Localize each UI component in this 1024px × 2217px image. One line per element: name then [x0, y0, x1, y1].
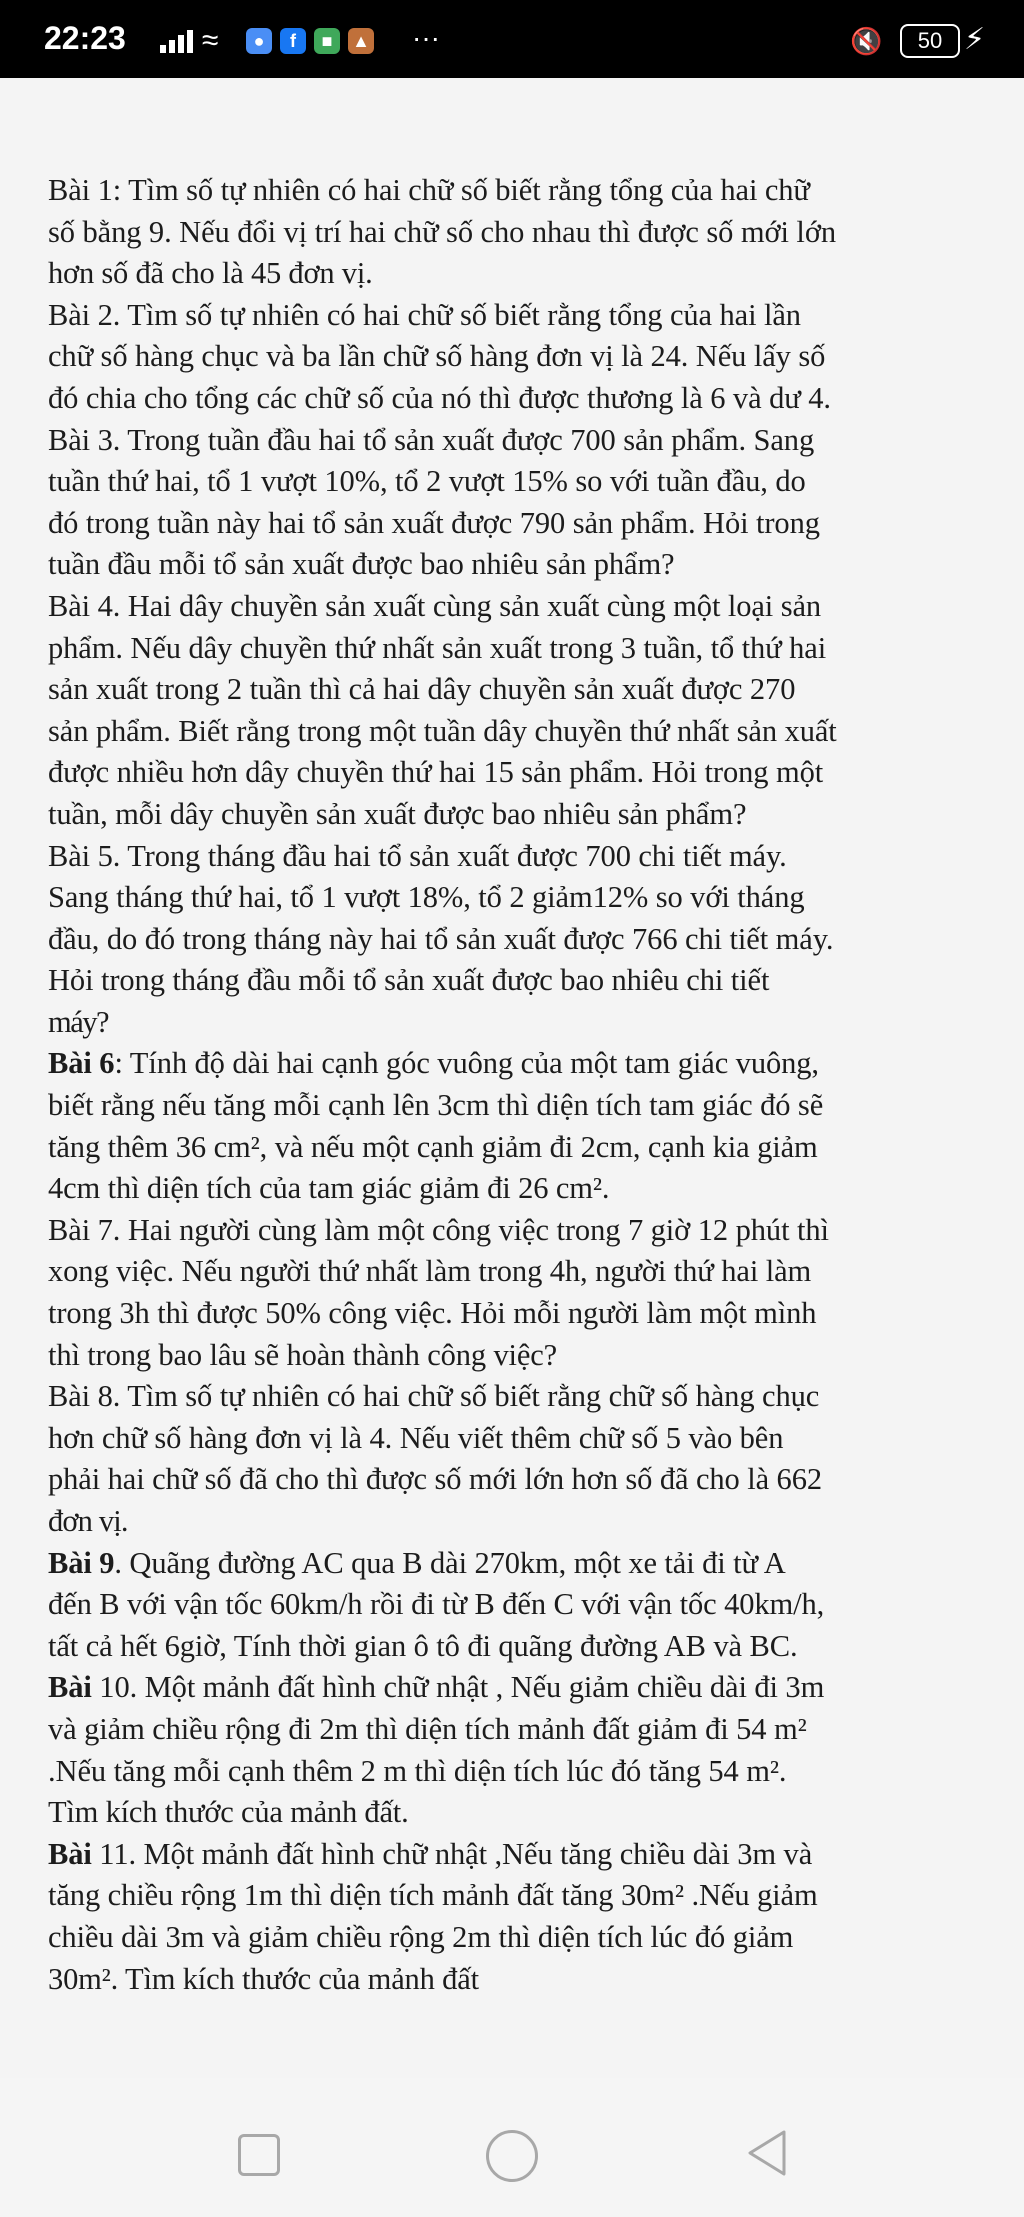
- text-line: [48, 295, 984, 337]
- status-time: 22:23: [44, 20, 126, 56]
- text-line: [48, 711, 984, 753]
- line-text: xong việc. Nếu người thứ nhất làm trong 4h, người thứ hai làm: [48, 1254, 812, 1289]
- text-line: [48, 1792, 984, 1834]
- text-line: [48, 378, 984, 420]
- line-text: chữ số hàng chục và ba lần chữ số hàng đơn vị là 24. Nếu lấy số: [48, 339, 826, 374]
- text-line: [48, 1959, 984, 2001]
- text-line: [48, 420, 984, 462]
- battery-level: 50: [917, 28, 943, 53]
- line-text: đó chia cho tổng các chữ số của nó thì được thương là 6 và dư 4.: [48, 380, 831, 415]
- image-viewer[interactable]: [0, 78, 1024, 2078]
- line-text: .Nếu tăng mỗi cạnh thêm 2 m thì diện tích lúc đó tăng 54 m².: [48, 1753, 787, 1788]
- text-line: [48, 212, 984, 254]
- text-line: [48, 1917, 984, 1959]
- line-text: thì trong bao lâu sẽ hoàn thành công việc?: [48, 1337, 558, 1372]
- text-line: [48, 1085, 984, 1127]
- charging-icon: ⚡: [964, 23, 986, 56]
- line-text: Bài 3. Trong tuần đầu hai tổ sản xuất được 700 sản phẩm. Sang: [48, 422, 815, 457]
- status-bar: [0, 0, 1024, 78]
- text-line: [48, 1667, 984, 1709]
- text-line: [48, 877, 984, 919]
- text-line: [48, 1251, 984, 1293]
- line-text: Sang tháng thứ hai, tổ 1 vượt 18%, tổ 2 giảm12% so với tháng: [48, 880, 805, 915]
- line-text: hơn số đã cho là 45 đơn vị.: [48, 256, 373, 291]
- line-text: Bài 4. Hai dây chuyền sản xuất cùng sản xuất cùng một loại sản: [48, 588, 822, 623]
- line-text: : Tính độ dài hai cạnh góc vuông của một tam giác vuông,: [114, 1046, 819, 1081]
- line-text: tuần đầu mỗi tổ sản xuất được bao nhiêu sản phẩm?: [48, 547, 675, 582]
- text-line: [48, 1834, 984, 1876]
- exercise-label: Bài: [48, 1836, 92, 1871]
- text-line: [48, 1543, 984, 1585]
- line-text: đầu, do đó trong tháng này hai tổ sản xuất được 766 chi tiết máy.: [48, 921, 834, 956]
- line-text: 4cm thì diện tích của tam giác giảm đi 26 cm².: [48, 1171, 610, 1206]
- text-line: [48, 1459, 984, 1501]
- text-line: [48, 1709, 984, 1751]
- text-line: [48, 1293, 984, 1335]
- line-text: 10. Một mảnh đất hình chữ nhật , Nếu giảm chiều dài đi 3m: [91, 1670, 825, 1705]
- text-line: [48, 1584, 984, 1626]
- text-line: [48, 1210, 984, 1252]
- home-button[interactable]: [486, 2130, 538, 2182]
- line-text: sản xuất trong 2 tuần thì cả hai dây chuyền sản xuất được 270: [48, 672, 796, 707]
- line-text: trong 3h thì được 50% công việc. Hỏi mỗi người làm một mình: [48, 1296, 817, 1331]
- text-line: [48, 628, 984, 670]
- text-line: [48, 1751, 984, 1793]
- line-text: Tìm kích thước của mảnh đất.: [48, 1795, 409, 1830]
- battery-icon: [900, 24, 960, 58]
- line-text: 30m². Tìm kích thước của mảnh đất: [48, 1961, 479, 1996]
- text-line: [48, 1043, 984, 1085]
- text-line: [48, 586, 984, 628]
- text-line: [48, 1335, 984, 1377]
- wifi-icon: ≈: [202, 24, 219, 57]
- text-line: [48, 669, 984, 711]
- line-text: được nhiều hơn dây chuyền thứ hai 15 sản phẩm. Hỏi trong một: [48, 755, 824, 790]
- photo-icon: ▲: [348, 28, 374, 54]
- text-line: [48, 960, 984, 1002]
- notification-icons: [246, 28, 374, 54]
- line-text: tăng chiều rộng 1m thì diện tích mảnh đất tăng 30m² .Nếu giảm: [48, 1878, 818, 1913]
- mute-icon: 🔇: [850, 26, 883, 56]
- text-line: [48, 1875, 984, 1917]
- recent-apps-button[interactable]: [238, 2134, 280, 2176]
- messenger-icon: ●: [246, 28, 272, 54]
- line-text: . Quãng đường AC qua B dài 270km, một xe tải đi từ A: [114, 1545, 786, 1580]
- signal-icon: [160, 30, 196, 53]
- line-text: phải hai chữ số đã cho thì được số mới lớn hơn số đã cho là 662: [48, 1462, 823, 1497]
- line-text: và giảm chiều rộng đi 2m thì diện tích mảnh đất giảm đi 54 m²: [48, 1711, 807, 1746]
- text-line: [48, 1501, 984, 1543]
- line-text: đơn vị.: [48, 1504, 128, 1538]
- text-line: [48, 336, 984, 378]
- text-line: [48, 1168, 984, 1210]
- text-line: [48, 544, 984, 586]
- line-text: hơn chữ số hàng đơn vị là 4. Nếu viết thêm chữ số 5 vào bên: [48, 1420, 784, 1455]
- line-text: máy?: [48, 1004, 109, 1039]
- line-text: đến B với vận tốc 60km/h rồi đi từ B đến C với vận tốc 40km/h,: [48, 1587, 825, 1622]
- exercise-label: Bài 9: [48, 1545, 115, 1580]
- line-text: Hỏi trong tháng đầu mỗi tổ sản xuất được bao nhiêu chi tiết: [48, 963, 770, 998]
- text-line: [48, 836, 984, 878]
- document-text: [48, 170, 984, 2000]
- line-text: đó trong tuần này hai tổ sản xuất được 790 sản phẩm. Hỏi trong: [48, 505, 820, 540]
- text-line: [48, 170, 984, 212]
- text-line: [48, 919, 984, 961]
- exercise-label: Bài 6: [48, 1046, 115, 1081]
- text-line: [48, 503, 984, 545]
- line-text: tuần thứ hai, tổ 1 vượt 10%, tổ 2 vượt 15% so với tuần đầu, do: [48, 464, 806, 499]
- navigation-bar: [0, 2078, 1024, 2217]
- line-text: 11. Một mảnh đất hình chữ nhật ,Nếu tăng chiều dài 3m và: [91, 1836, 813, 1871]
- text-line: [48, 794, 984, 836]
- line-text: phẩm. Nếu dây chuyền thứ nhất sản xuất trong 3 tuần, tổ thứ hai: [48, 630, 827, 665]
- line-text: biết rằng nếu tăng mỗi cạnh lên 3cm thì diện tích tam giác đó sẽ: [48, 1088, 824, 1123]
- line-text: Bài 5. Trong tháng đầu hai tổ sản xuất được 700 chi tiết máy.: [48, 838, 787, 873]
- text-line: [48, 1376, 984, 1418]
- line-text: tất cả hết 6giờ, Tính thời gian ô tô đi quãng đường AB và BC.: [48, 1628, 798, 1663]
- line-text: Bài 7. Hai người cùng làm một công việc trong 7 giờ 12 phút thì: [48, 1212, 829, 1247]
- line-text: Bài 8. Tìm số tự nhiên có hai chữ số biết rằng chữ số hàng chục: [48, 1379, 820, 1414]
- line-text: chiều dài 3m và giảm chiều rộng 2m thì diện tích lúc đó giảm: [48, 1919, 794, 1954]
- line-text: số bằng 9. Nếu đổi vị trí hai chữ số cho nhau thì được số mới lớn: [48, 214, 837, 249]
- line-text: tuần, mỗi dây chuyền sản xuất được bao nhiêu sản phẩm?: [48, 796, 747, 831]
- line-text: Bài 2. Tìm số tự nhiên có hai chữ số biết rằng tổng của hai lần: [48, 297, 801, 332]
- text-line: [48, 752, 984, 794]
- text-line: [48, 461, 984, 503]
- more-notifications-icon: ···: [412, 22, 440, 53]
- back-button[interactable]: [744, 2128, 788, 2178]
- text-line: [48, 253, 984, 295]
- text-line: [48, 1002, 984, 1044]
- exercise-label: Bài: [48, 1670, 92, 1705]
- text-line: [48, 1626, 984, 1668]
- facebook-icon: f: [280, 28, 306, 54]
- line-text: sản phẩm. Biết rằng trong một tuần dây chuyền thứ nhất sản xuất: [48, 713, 837, 748]
- text-line: [48, 1418, 984, 1460]
- line-text: tăng thêm 36 cm², và nếu một cạnh giảm đi 2cm, cạnh kia giảm: [48, 1129, 818, 1164]
- app-icon: ■: [314, 28, 340, 54]
- line-text: Bài 1: Tìm số tự nhiên có hai chữ số biết rằng tổng của hai chữ: [48, 173, 810, 207]
- text-line: [48, 1127, 984, 1169]
